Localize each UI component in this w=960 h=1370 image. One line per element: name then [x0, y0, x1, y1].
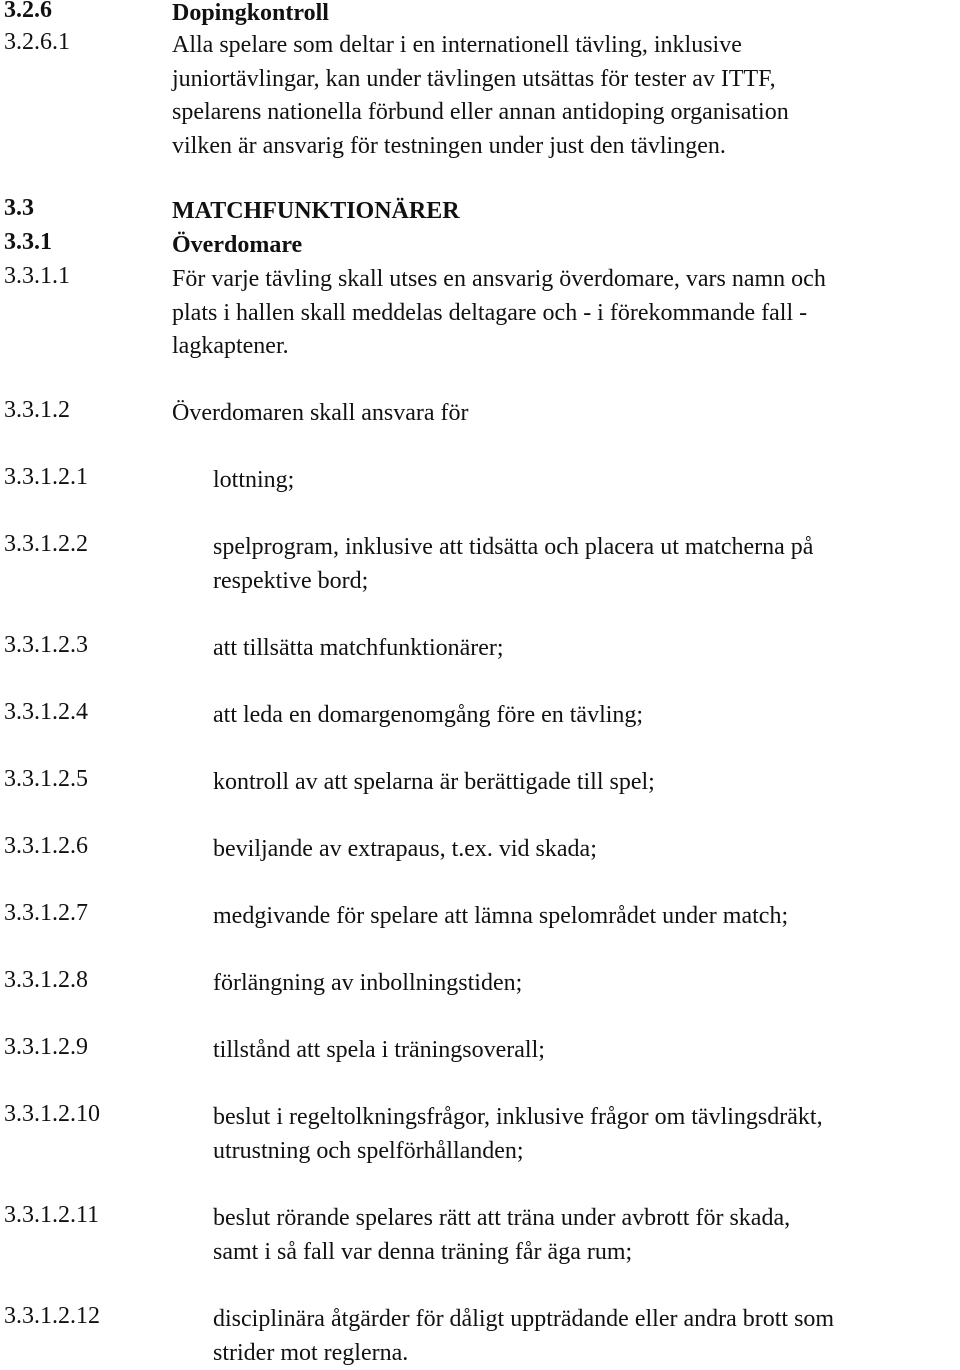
section-title: Överdomare: [172, 229, 956, 263]
text-line: spelarens nationella förbund eller annan antidoping organisation: [172, 96, 956, 130]
item-number: 3.3.1.2.1: [4, 464, 88, 491]
item-number: 3.3.1.2.9: [4, 1034, 88, 1061]
item-number: 3.3.1.2.11: [4, 1202, 99, 1229]
item-text: [213, 531, 956, 598]
item-text: [213, 833, 956, 867]
text-line: tillstånd att spela i träningsoverall;: [213, 1034, 956, 1068]
item-text: [213, 1101, 956, 1168]
section-number: 3.3.1: [4, 229, 52, 256]
section-title: Dopingkontroll: [172, 0, 956, 31]
text-line: beviljande av extrapaus, t.ex. vid skada;: [213, 833, 956, 867]
item-number: 3.3.1.2.3: [4, 632, 88, 659]
paragraph-text: Överdomaren skall ansvara för: [172, 397, 956, 431]
text-line: utrustning och spelförhållanden;: [213, 1135, 956, 1169]
text-line: spelprogram, inklusive att tidsätta och placera ut matcherna på: [213, 531, 956, 565]
item-text: [213, 1202, 956, 1269]
item-number: 3.3.1.2.12: [4, 1303, 100, 1330]
text-line: För varje tävling skall utses en ansvarig överdomare, vars namn och: [172, 263, 956, 297]
text-line: strider mot reglerna.: [213, 1337, 956, 1370]
text-line: vilken är ansvarig för testningen under just den tävlingen.: [172, 130, 956, 164]
section-title: MATCHFUNKTIONÄRER: [172, 195, 956, 229]
section-number: 3.3.1.2: [4, 397, 70, 424]
item-text: [213, 967, 956, 1001]
section-number: 3.3: [4, 195, 34, 222]
item-number: 3.3.1.2.6: [4, 833, 88, 860]
text-line: lagkaptener.: [172, 330, 956, 364]
item-number: 3.3.1.2.10: [4, 1101, 100, 1128]
item-text: [213, 699, 956, 733]
text-line: Alla spelare som deltar i en internationell tävling, inklusive: [172, 29, 956, 63]
item-text: [213, 464, 956, 498]
section-number: 3.2.6.1: [4, 29, 70, 56]
item-number: 3.3.1.2.8: [4, 967, 88, 994]
text-line: disciplinära åtgärder för dåligt uppträdande eller andra brott som: [213, 1303, 956, 1337]
item-text: [213, 1303, 956, 1370]
item-text: [213, 632, 956, 666]
text-line: samt i så fall var denna träning får äga rum;: [213, 1236, 956, 1270]
item-number: 3.3.1.2.4: [4, 699, 88, 726]
section-number: 3.3.1.1: [4, 263, 70, 290]
paragraph-text: [172, 29, 956, 163]
text-line: juniortävlingar, kan under tävlingen utsättas för tester av ITTF,: [172, 63, 956, 97]
paragraph-text: [172, 263, 956, 364]
item-number: 3.3.1.2.5: [4, 766, 88, 793]
item-number: 3.3.1.2.2: [4, 531, 88, 558]
item-number: 3.3.1.2.7: [4, 900, 88, 927]
text-line: lottning;: [213, 464, 956, 498]
section-number: 3.2.6: [4, 0, 52, 24]
text-line: plats i hallen skall meddelas deltagare och - i förekommande fall -: [172, 297, 956, 331]
text-line: medgivande för spelare att lämna spelområdet under match;: [213, 900, 956, 934]
text-line: kontroll av att spelarna är berättigade till spel;: [213, 766, 956, 800]
item-text: [213, 900, 956, 934]
text-line: beslut rörande spelares rätt att träna under avbrott för skada,: [213, 1202, 956, 1236]
text-line: att tillsätta matchfunktionärer;: [213, 632, 956, 666]
item-text: [213, 766, 956, 800]
text-line: förlängning av inbollningstiden;: [213, 967, 956, 1001]
text-line: beslut i regeltolkningsfrågor, inklusive frågor om tävlingsdräkt,: [213, 1101, 956, 1135]
text-line: att leda en domargenomgång före en tävling;: [213, 699, 956, 733]
text-line: respektive bord;: [213, 565, 956, 599]
item-text: [213, 1034, 956, 1068]
